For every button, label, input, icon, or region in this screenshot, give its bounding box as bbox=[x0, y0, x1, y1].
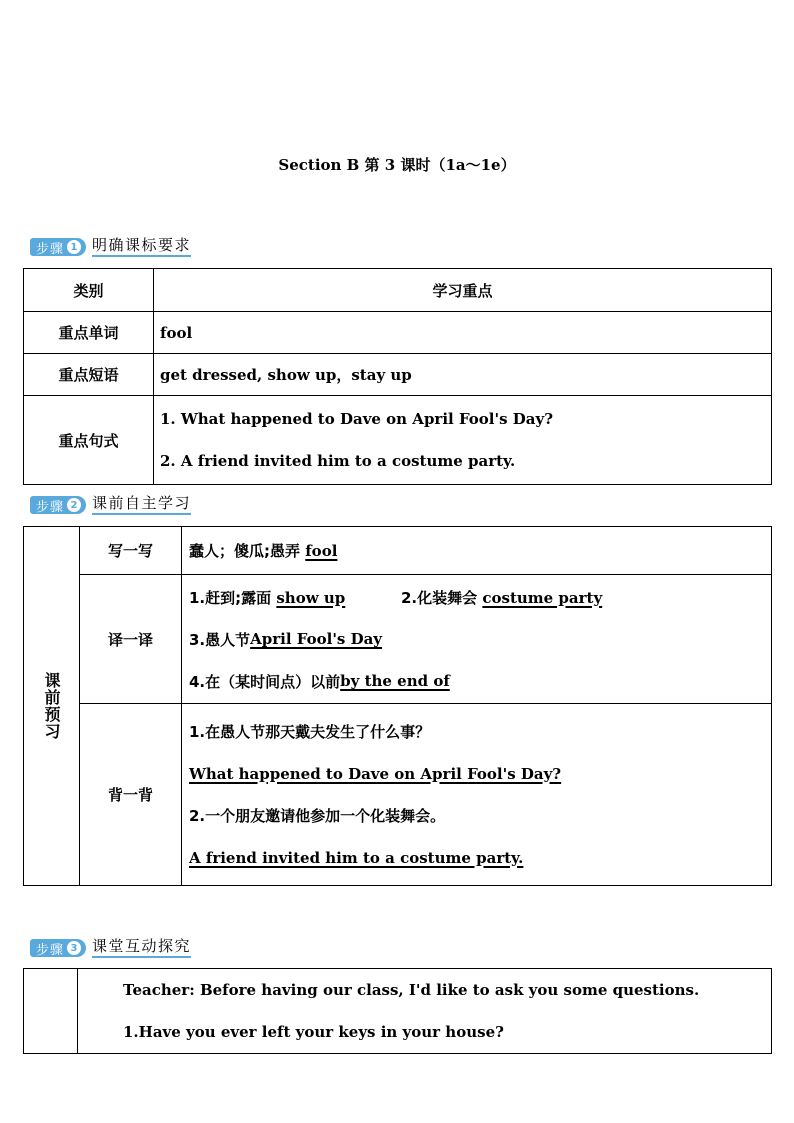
recite-answer: What happened to Dave on April Fool's Day? bbox=[189, 764, 562, 783]
translate-line bbox=[189, 660, 771, 702]
classroom-table bbox=[23, 968, 772, 1054]
translate-prompt: 4.在（某时间点）以前 bbox=[189, 672, 341, 691]
step-label: 课前自主学习 bbox=[92, 495, 191, 515]
write-answer: fool bbox=[305, 542, 338, 560]
row-content: fool bbox=[154, 312, 772, 354]
translate-answer: April Fool's Day bbox=[250, 630, 383, 648]
step-number: 1 bbox=[67, 240, 81, 254]
step-badge-text: 步骤 bbox=[36, 942, 65, 958]
recite-label: 背一背 bbox=[80, 704, 182, 886]
recite-answer-line bbox=[189, 837, 771, 879]
step-1-header bbox=[30, 237, 191, 257]
translate-prompt: 1.赶到;露面 bbox=[189, 588, 277, 607]
table-row bbox=[24, 704, 772, 886]
translate-line bbox=[189, 618, 771, 660]
write-prompt: 蠢人；傻瓜;愚弄 bbox=[189, 542, 306, 560]
side-label: 课前预习 bbox=[42, 672, 61, 740]
recite-prompt: 1.在愚人节那天戴夫发生了什么事？ bbox=[189, 723, 431, 741]
table-header-row bbox=[24, 269, 772, 312]
step-badge bbox=[30, 496, 86, 514]
write-content bbox=[182, 527, 772, 575]
dialogue-line: Teacher: Before having our class, I'd like to ask you some questions. bbox=[123, 981, 700, 999]
recite-answer: A friend invited him to a costume party. bbox=[189, 848, 524, 867]
step-badge-text: 步骤 bbox=[36, 241, 65, 257]
table-row bbox=[24, 527, 772, 575]
step-2-header bbox=[30, 495, 191, 515]
row-category: 重点短语 bbox=[24, 354, 154, 396]
table-row bbox=[24, 575, 772, 704]
translate-answer: show up bbox=[276, 588, 346, 607]
preview-table bbox=[23, 526, 772, 886]
translate-prompt: 2.化装舞会 bbox=[401, 588, 483, 607]
recite-content bbox=[182, 704, 772, 886]
translate-content bbox=[182, 575, 772, 704]
step-label: 明确课标要求 bbox=[92, 237, 191, 257]
empty-cell bbox=[24, 969, 78, 1054]
recite-prompt: 2.一个朋友邀请他参加一个化装舞会。 bbox=[189, 807, 446, 825]
header-focus: 学习重点 bbox=[154, 269, 772, 312]
row-category: 重点句式 bbox=[24, 396, 154, 485]
step-badge bbox=[30, 238, 86, 256]
row-content: get dressed, show up，stay up bbox=[154, 354, 772, 396]
table-row bbox=[24, 312, 772, 354]
translate-label: 译一译 bbox=[80, 575, 182, 704]
translate-item bbox=[189, 587, 401, 608]
step-badge-text: 步骤 bbox=[36, 499, 65, 515]
step-number: 3 bbox=[67, 941, 81, 955]
table-row bbox=[24, 396, 772, 485]
table-row bbox=[24, 969, 772, 1054]
translate-prompt: 3.愚人节 bbox=[189, 630, 251, 649]
side-label-cell bbox=[24, 527, 80, 886]
translate-item bbox=[401, 587, 602, 608]
translate-line bbox=[189, 576, 771, 618]
step-number: 2 bbox=[67, 498, 81, 512]
write-label: 写一写 bbox=[80, 527, 182, 575]
header-category: 类别 bbox=[24, 269, 154, 312]
sentence-line: 1. What happened to Dave on April Fool's Day? bbox=[160, 410, 553, 428]
recite-answer-line bbox=[189, 753, 771, 795]
row-content bbox=[154, 396, 772, 485]
page-title: Section B 第 3 课时（1a～1e） bbox=[278, 156, 516, 174]
step-badge bbox=[30, 939, 86, 957]
step-3-header bbox=[30, 938, 191, 958]
key-points-table bbox=[23, 268, 772, 485]
translate-answer: costume party bbox=[482, 588, 603, 607]
step-label: 课堂互动探究 bbox=[92, 938, 191, 958]
row-category: 重点单词 bbox=[24, 312, 154, 354]
sentence-line: 2. A friend invited him to a costume party. bbox=[160, 452, 516, 470]
dialogue-content bbox=[78, 969, 772, 1054]
dialogue-line: 1.Have you ever left your keys in your house? bbox=[123, 1023, 504, 1041]
translate-answer: by the end of bbox=[340, 672, 450, 690]
table-row bbox=[24, 354, 772, 396]
